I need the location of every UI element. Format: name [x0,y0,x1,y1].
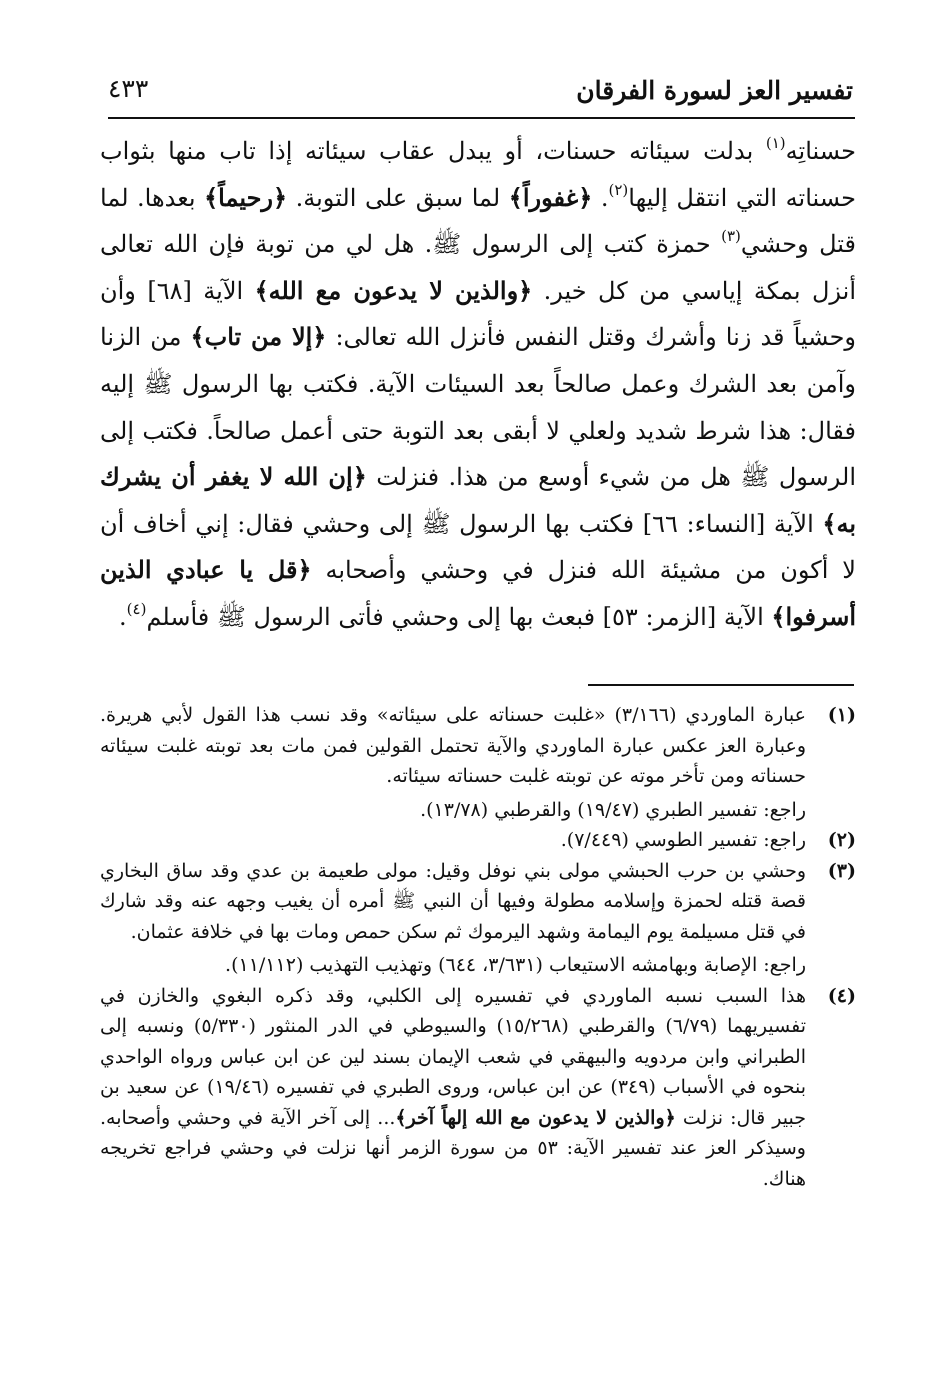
running-header [108,70,853,114]
body-paragraph [100,128,856,641]
footnote-reference: راجع: تفسير الطبري (١٩/٤٧) والقرطبي (١٣/٧٨). [420,798,806,821]
footnotes [100,700,856,1194]
quran-quote: ﴿رحيماً﴾ [204,182,288,212]
text-segment: الآية [النساء: ٦٦] فكتب بها الرسول ﷺ إلى وحشي فقال: إني أخاف أن لا أكون من مشيئة الله فنزل في وحشي وأصحابه [100,509,856,585]
footnote-number: (٢) [827,829,856,851]
text-segment: بعدها. لما قتل وحشي [100,183,857,259]
footnote-body [100,981,806,1195]
text-segment: . [119,602,127,631]
footnote-text: راجع: تفسير الطوسي (٧/٤٤٩). [560,829,806,851]
footnote-2 [100,825,856,856]
footnote-ref-3: (٣) [721,227,741,246]
footnote-body [100,700,806,825]
footnote-3 [100,856,856,981]
quran-quote: ﴿إلا من تاب﴾ [190,322,327,352]
footnote-1 [100,700,856,825]
text-segment: لما سبق على التوبة. [287,183,509,212]
footnote-ref-2: (٢) [608,180,629,199]
text-segment: بدلت سيئاته حسنات، أو يبدل عقاب سيئاته إذا تاب منها بثواب حسناته التي انتقل إليها [100,137,857,212]
text-segment: هذا السبب نسبه الماوردي في تفسيره إلى الكلبي، وقد ذكره البغوي والخازن في تفسيريهما (٦/٧٩) والقرطبي (١٥/٢٦٨) والسيوطي في الدر المنثور (٥/٣٣٠) ونسبه إلى الطبراني وابن مردويه والبيهقي في شعب الإيمان بسند لين عن ابن عباس ورواه الواحدي بنحوه في الأسباب (٣٤٩) عن ابن عباس، وروى الطبري في تفسيره (١٩/٤٦) عن سعيد بن جبير قال: نزلت [100,984,806,1129]
footnote-reference: راجع: الإصابة وبهامشه الاستيعاب (٣/٦٣١، ٦٤٤) وتهذيب التهذيب (١١/١١٢). [225,954,806,976]
quran-quote: ﴿إن الله لا يغفر أن يشرك به﴾ [100,462,857,538]
footnote-number: (٤) [827,984,856,1007]
footnote-4 [100,981,856,1195]
text-segment: الآية [الزمر: ٥٣] فبعث بها إلى وحشي فأتى الرسول ﷺ فأسلم [146,602,772,631]
footnote-ref-1: (١) [765,134,786,152]
text-segment: حسناتِه [785,137,856,165]
footnote-number: (٣) [827,859,856,882]
quran-quote: ﴿والذين لا يدعون مع الله﴾ [254,275,533,305]
quran-quote: ﴿قل يا عبادي الذين أسرفوا﴾ [100,555,856,631]
footnote-body [100,856,806,981]
footnote-body [100,825,806,856]
footnote-text: وحشي بن حرب الحبشي مولى بني نوفل وقيل: مولى طعيمة بن عدي وقد ساق البخاري قصة قتله لحمزة وإسلامه مطولة وفيها أن النبي ﷺ أمره أن يغيب وجهه عنه وقد شارك في قتل مسيلمة يوم اليمامة وشهد اليرموك ثم سكن حمص ومات بها في خلافة عثمان. [100,859,806,943]
header-divider [108,117,855,119]
main-text [100,128,856,641]
quran-quote: ﴿والذين لا يدعون مع الله إلهاً آخر﴾ [395,1106,676,1129]
text-segment: الآية [٦٨] وأن وحشياً قد زنا وأشرك وقتل النفس فأنزل الله تعالى: [100,276,856,352]
text-segment: . [592,183,609,212]
footnote-ref-4: (٤) [126,599,147,618]
text-segment: ... إلى آخر الآية في وحشي وأصحابه. وسيذكر العز عند تفسير الآية: ٥٣ من سورة الزمر أنها نزلت في وحشي فراجع تخريجه هناك. [100,1106,806,1190]
header-title: تفسير العز لسورة الفرقان [576,76,853,105]
page-number: ٤٣٣ [108,74,149,103]
footnote-number: (١) [827,704,856,726]
footnote-divider [588,684,854,686]
text-segment: من الزنا وآمن بعد الشرك وعمل صالحاً بعد السيئات الآية. فكتب بها الرسول ﷺ إليه فقال: هذا شرط شديد ولعلي لا أبقى بعد التوبة حتى أعمل صالحاً. فكتب إلى الرسول ﷺ هل من شيء أوسع من هذا. فنزلت [100,323,857,492]
footnote-text [100,981,806,1195]
quran-quote: ﴿غفوراً﴾ [508,182,593,212]
text-segment: حمزة كتب إلى الرسول ﷺ. هل لي من توبة فإن الله تعالى أنزل بمكة إياسي من كل خير. [100,230,856,305]
footnote-text: عبارة الماوردي (٣/١٦٦) «غلبت حسناته على سيئاته» وقد نسب هذا القول لأبي هريرة. وعبارة العز عكس عبارة الماوردي والآية تحتمل القولين فمن مات بعد توبته غلبت سيئاته حسناته ومن تأخر موته عن توبته غلبت حسناته سيئاته. [100,704,806,787]
